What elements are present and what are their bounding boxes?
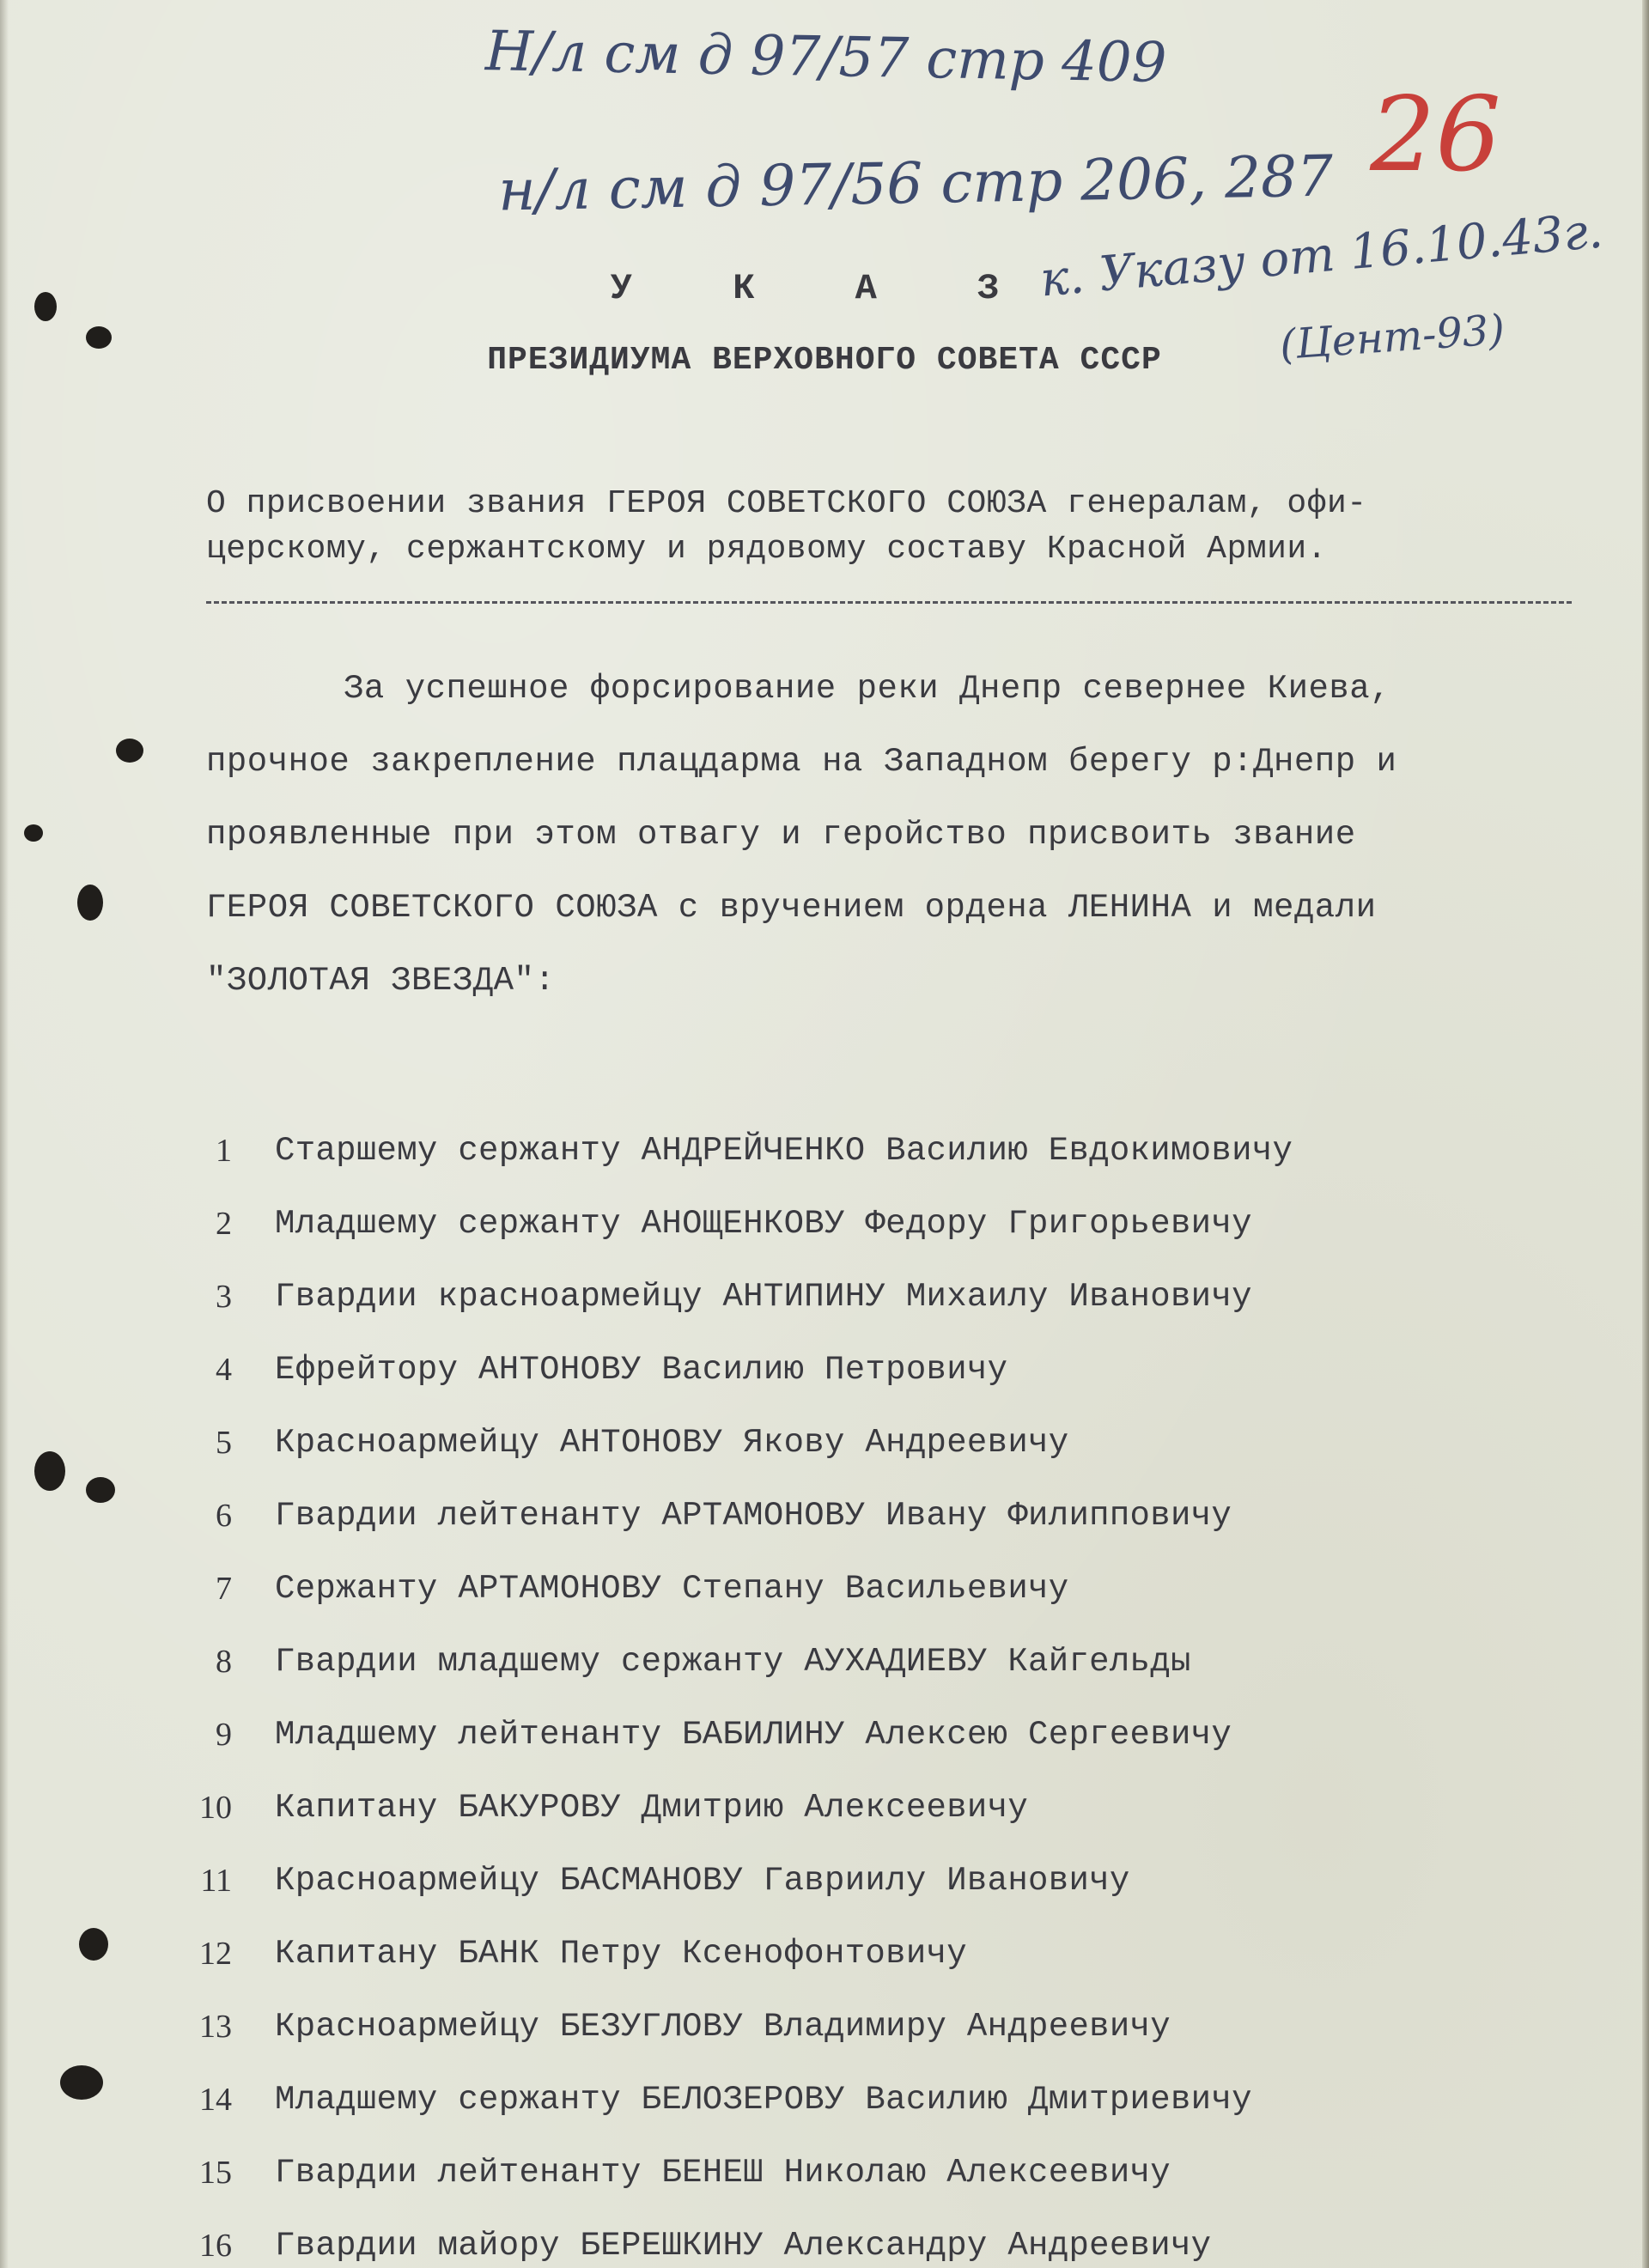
awardee-row (0, 2227, 1649, 2268)
handwritten-reference: к. Указу от 16.10.43г. (1037, 203, 1605, 308)
decree-heading-line-1: О присвоении звания ГЕРОЯ СОВЕТСКОГО СОЮЗА генералам, офи- (206, 485, 1367, 522)
binding-hole-mark (86, 326, 112, 349)
awardee-row (0, 1278, 1649, 1329)
awardee-row (0, 2154, 1649, 2205)
awardee-row (0, 1935, 1649, 1986)
binding-hole-mark (86, 1477, 115, 1503)
heading-underline (206, 601, 1572, 604)
awardee-row (0, 2008, 1649, 2059)
awardee-number: 10 (199, 1790, 232, 1826)
body-line-5: "ЗОЛОТАЯ ЗВЕЗДА": (206, 962, 556, 1000)
document-subtitle: ПРЕЗИДИУМА ВЕРХОВНОГО СОВЕТА СССР (487, 342, 1162, 379)
awardee-text: Младшему сержанту АНОЩЕНКОВУ Федору Григорьевичу (275, 1205, 1252, 1243)
awardee-row (0, 1716, 1649, 1767)
awardee-number: 16 (199, 2228, 232, 2264)
page-number: 26 (1370, 76, 1501, 195)
body-line-4: ГЕРОЯ СОВЕТСКОГО СОЮЗА с вручением ордена ЛЕНИНА и медали (206, 889, 1377, 927)
awardee-number: 4 (216, 1352, 232, 1388)
awardee-text: Старшему сержанту АНДРЕЙЧЕНКО Василию Евдокимовичу (275, 1132, 1293, 1170)
body-line-3: проявленные при этом отвагу и геройство присвоить звание (206, 816, 1356, 854)
awardee-row (0, 2081, 1649, 2132)
handwritten-note-1: Н/л см д 97/57 стр 409 (484, 20, 1167, 95)
awardee-text: Капитану БАНК Петру Ксенофонтовичу (275, 1935, 967, 1973)
awardee-number: 12 (199, 1936, 232, 1972)
awardee-number: 8 (216, 1644, 232, 1680)
handwritten-note-2: н/л см д 97/56 стр 206, 287 (497, 143, 1334, 224)
awardee-row (0, 1497, 1649, 1548)
decree-heading-line-2: церскому, сержантскому и рядовому составу Красной Армии. (206, 531, 1328, 568)
awardee-text: Сержанту АРТАМОНОВУ Степану Васильевичу (275, 1570, 1069, 1608)
awardee-text: Ефрейтору АНТОНОВУ Василию Петровичу (275, 1351, 1008, 1389)
awardee-number: 7 (216, 1571, 232, 1607)
awardee-text: Младшему лейтенанту БАБИЛИНУ Алексею Сергеевичу (275, 1716, 1232, 1754)
awardee-number: 11 (200, 1863, 232, 1899)
awardee-text: Красноармейцу БАСМАНОВУ Гавриилу Ивановичу (275, 1862, 1130, 1900)
binding-hole-mark (77, 885, 103, 921)
binding-hole-mark (79, 1928, 108, 1961)
awardee-row (0, 1862, 1649, 1913)
awardee-number: 15 (199, 2155, 232, 2191)
body-line-1: За успешное форсирование реки Днепр севернее Киева, (344, 670, 1391, 708)
awardee-number: 14 (199, 2082, 232, 2118)
awardee-text: Гвардии младшему сержанту АУХАДИЕВУ Кайгельды (275, 1643, 1191, 1681)
awardee-number: 2 (216, 1206, 232, 1242)
awardee-row (0, 1132, 1649, 1183)
document-title: У К А З (610, 268, 1039, 309)
awardee-text: Капитану БАКУРОВУ Дмитрию Алексеевичу (275, 1789, 1029, 1827)
awardee-row (0, 1789, 1649, 1840)
awardee-text: Гвардии майору БЕРЕШКИНУ Александру Андреевичу (275, 2227, 1212, 2265)
handwritten-reference-2: (Цент-93) (1278, 305, 1506, 370)
awardee-row (0, 1205, 1649, 1256)
awardee-number: 1 (216, 1133, 232, 1169)
awardee-number: 3 (216, 1279, 232, 1315)
awardee-number: 13 (199, 2009, 232, 2045)
binding-hole-mark (34, 1451, 65, 1491)
binding-hole-mark (34, 292, 57, 321)
binding-hole-mark (24, 824, 43, 842)
awardee-text: Гвардии лейтенанту БЕНЕШ Николаю Алексеевичу (275, 2154, 1171, 2192)
awardee-number: 9 (216, 1717, 232, 1753)
binding-hole-mark (116, 739, 143, 763)
awardee-number: 6 (216, 1498, 232, 1534)
awardee-row (0, 1643, 1649, 1694)
awardee-text: Гвардии лейтенанту АРТАМОНОВУ Ивану Филипповичу (275, 1497, 1232, 1535)
awardee-number: 5 (216, 1425, 232, 1461)
awardee-row (0, 1351, 1649, 1402)
awardee-text: Красноармейцу БЕЗУГЛОВУ Владимиру Андреевичу (275, 2008, 1171, 2046)
body-line-2: прочное закрепление плацдарма на Западном берегу р:Днепр и (206, 743, 1397, 781)
awardee-text: Красноармейцу АНТОНОВУ Якову Андреевичу (275, 1424, 1069, 1462)
binding-hole-mark (60, 2065, 103, 2100)
awardee-row (0, 1424, 1649, 1475)
awardee-text: Гвардии красноармейцу АНТИПИНУ Михаилу Ивановичу (275, 1278, 1252, 1316)
awardee-text: Младшему сержанту БЕЛОЗЕРОВУ Василию Дмитриевичу (275, 2081, 1252, 2119)
awardee-row (0, 1570, 1649, 1621)
